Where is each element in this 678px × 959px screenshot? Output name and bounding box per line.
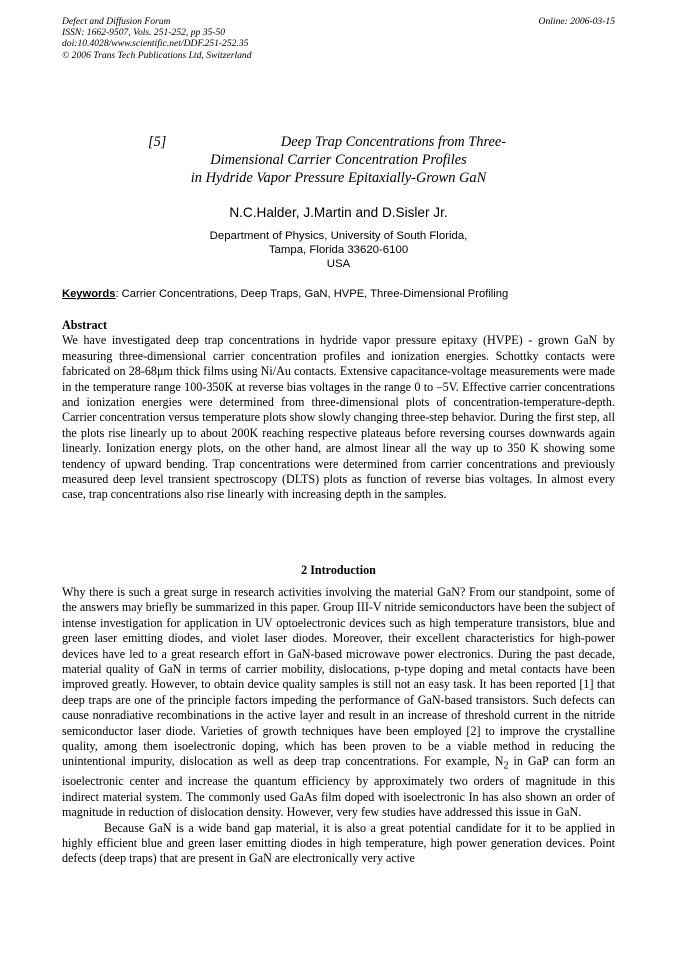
affiliation-line-3: USA [326,258,351,270]
journal-name: Defect and Diffusion Forum [62,16,171,27]
title-line-2: Dimensional Carrier Concentration Profiles [210,152,467,168]
intro-p1-subscript: 2 [503,760,509,772]
abstract-section [62,318,615,503]
intro-p1-part-a: Why there is such a great surge in research activities involving the material GaN? From our standpoint, some of the answers may briefly be summarized in this paper. Group III-V nitride semiconductors have been the subject of intense investigation for application in UV optoelectronic devices such as high temperature transistors, blue and green laser emitting diodes, and violet laser diodes. Moreover, their excellent characteristics for high-power devices have led to a great research effort in GaN-based microwave power electronics. During the past decade, material quality of GaN in terms of carrier mobility, dislocations, p-type doping and metal contacts have been improved greatly. However, to obtain device quality samples is still not an easy task. It has been reported [1] that deep traps are one of the principle factors impeding the performance of GaN-based transistors. Such defects can cause nonradiative recombinations in the active layer and result in an increase of threshold current in the nitride semiconductor laser diode. Varieties of growth techniques have been employed [2] to improve the crystalline quality, among them isoelectronic doping, which has been proven to be a viable method in reducing the unintentional impurity, dislocation as well as deep trap concentrations. For example, N [62,585,615,769]
affiliation-line-1: Department of Physics, University of South Florida, [209,230,468,242]
affiliation [62,229,615,271]
journal-header [62,16,252,61]
paper-title [62,133,615,187]
issn-line: ISSN: 1662-9507, Vols. 251-252, pp 35-50 [62,27,226,39]
abstract-text: We have investigated deep trap concentrations in hydride vapor pressure epitaxy (HVPE) - grown GaN by measuring three-dimensional carrier concentration profiles and ionization energies. Schottky contacts were fabricated on 28-68μm thick films using Ni/Au contacts. Extensive capacitance-voltage measurements were made in the temperature range 100-350K at reverse bias voltages in the range 0 to –5V. Effective carrier concentrations and ionization energies were determined from three-dimensional plots of concentration-temperature-depth. Carrier concentration versus temperature plots show slowly changing three-step behavior. During the first step, all the plots rise linearly up to about 200K reaching respective plateaus before reversing courses downwards again linearly. Ionization energy plots, on the other hand, are almost linear all the way up to 350 K showing some tendency of upward bending. Trap concentrations were determined from carrier concentrations and previously measured deep level transient spectroscopy (DLTS) plots as function of reverse bias voltages. In almost every case, trap concentrations also rise linearly with increasing depth in the samples. [62,333,615,502]
online-date: Online: 2006-03-15 [538,16,615,27]
introduction-paragraph-2: Because GaN is a wide band gap material, it is also a great potential candidate for it to be applied in highly efficient blue and green laser emitting diodes in high temperature, high power generation devices. Point defects (deep traps) that are present in GaN are electronically very active [62,820,615,866]
copyright-line: © 2006 Trans Tech Publications Ltd, Switzerland [62,49,252,61]
introduction-heading: 2 Introduction [301,563,376,577]
title-line-1 [62,133,615,151]
abstract-heading: Abstract [62,318,108,332]
doi-line: doi:10.4028/www.scientific.net/DDF.251-252.35 [62,38,249,50]
keywords-text: : Carrier Concentrations, Deep Traps, GaN, HVPE, Three-Dimensional Profiling [115,288,509,300]
introduction-paragraph-1 [62,585,615,821]
title-line-1-text: Deep Trap Concentrations from Three- [280,134,507,150]
keywords [62,287,615,301]
introduction-section [62,585,615,867]
authors: N.C.Halder, J.Martin and D.Sisler Jr. [229,205,448,220]
affiliation-line-2: Tampa, Florida 33620-6100 [268,244,409,256]
title-number: [5] [148,134,167,150]
intro-p1-part-b: in GaP can form an isoelectronic center and increase the quantum efficiency by approximately two orders of magnitude in this indirect material system. The commonly used GaAs film doped with isoelectronic In has also shown an order of magnitude in reduction of dislocation density. However, very few studies have addressed this issue in GaN. [62,754,616,820]
title-line-3: in Hydride Vapor Pressure Epitaxially-Grown GaN [190,170,487,186]
keywords-label: Keywords [62,288,116,300]
